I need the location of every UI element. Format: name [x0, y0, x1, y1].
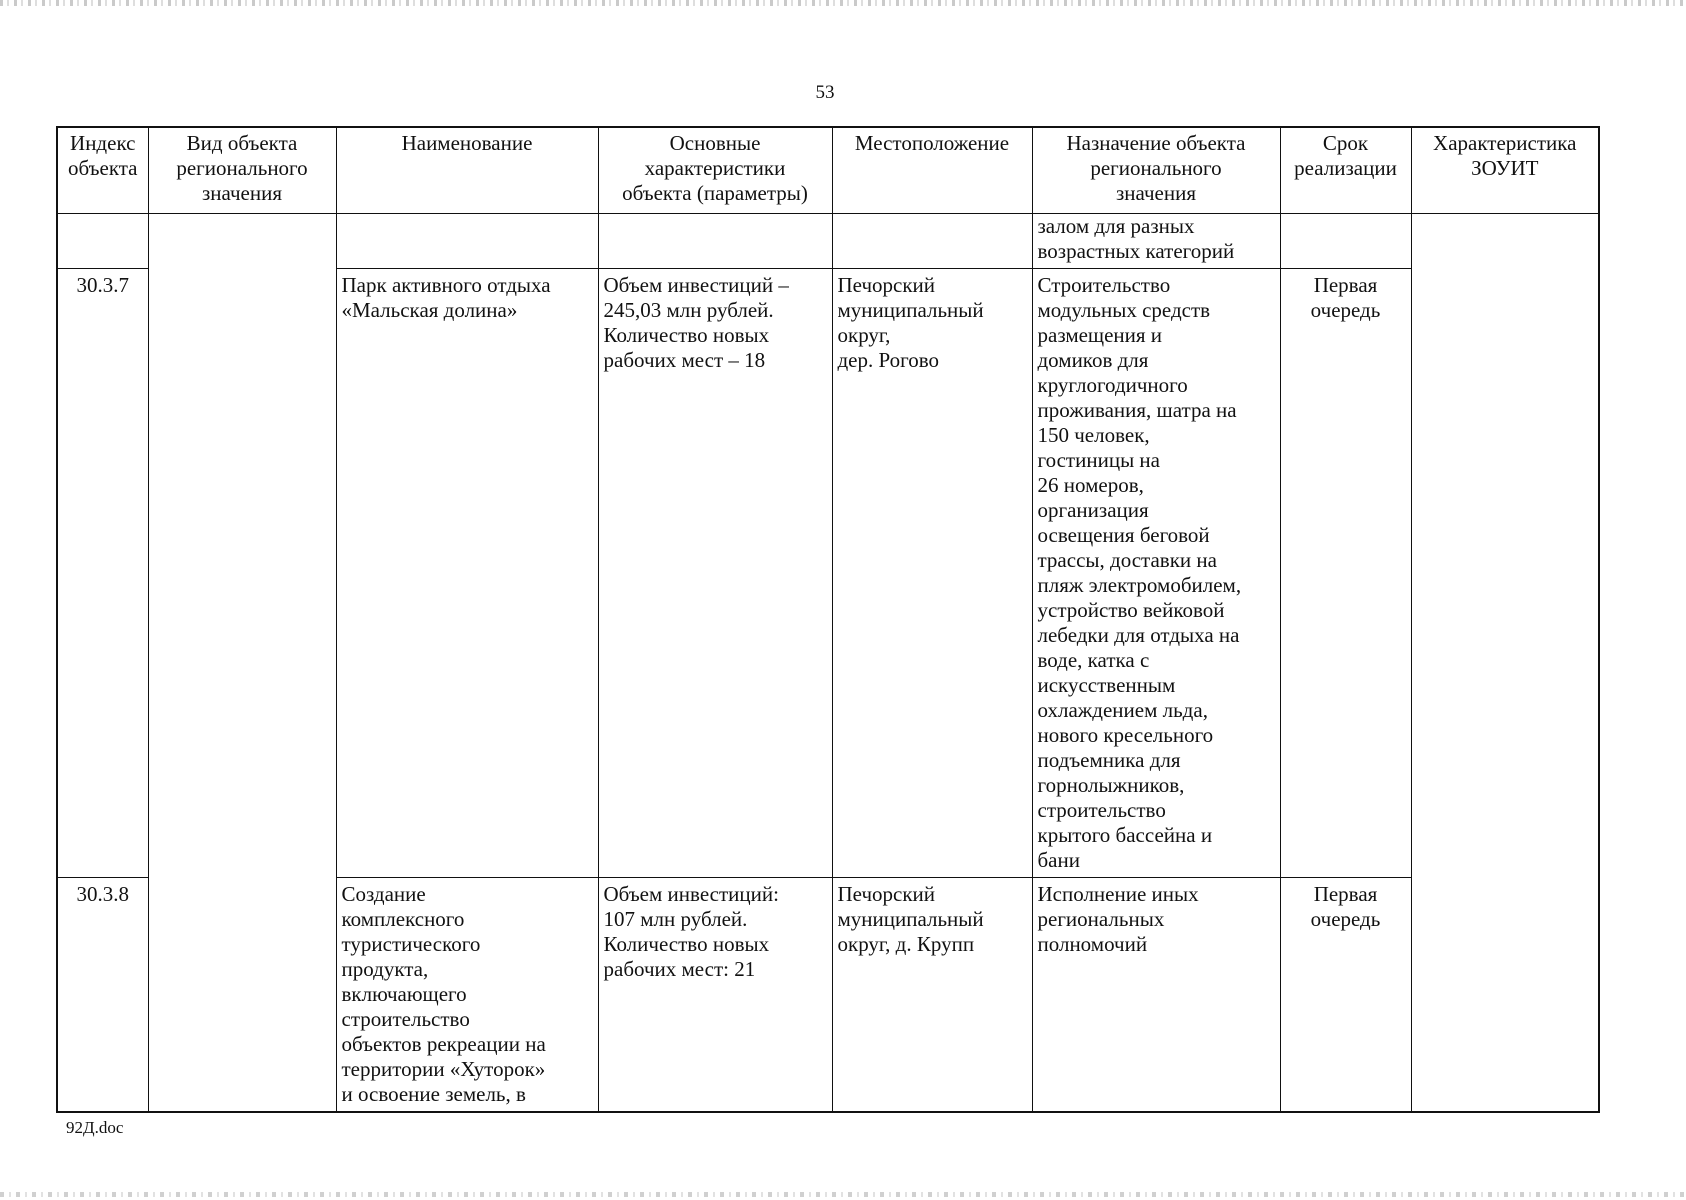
cell-location [832, 214, 1032, 269]
cell-index [57, 214, 148, 269]
page-number: 53 [815, 82, 835, 103]
header-purpose: Назначение объекта регионального значения [1032, 127, 1280, 214]
cell-name: Парк активного отдыха «Мальская долина» [336, 269, 598, 878]
cell-index: 30.3.7 [57, 269, 148, 878]
table-row-continuation [57, 214, 1599, 269]
header-location: Местоположение [832, 127, 1032, 214]
header-zouit: Характеристика ЗОУИТ [1411, 127, 1599, 214]
cell-parameters: Объем инвестиций: 107 млн рублей. Количество новых рабочих мест: 21 [598, 878, 832, 1113]
cell-index: 30.3.8 [57, 878, 148, 1113]
header-name: Наименование [336, 127, 598, 214]
header-object-type: Вид объекта регионального значения [148, 127, 336, 214]
cell-parameters [598, 214, 832, 269]
cell-location: Печорский муниципальный округ, д. Крупп [832, 878, 1032, 1113]
header-parameters: Основные характеристики объекта (параметры) [598, 127, 832, 214]
header-term: Срок реализации [1280, 127, 1411, 214]
header-index: Индекс объекта [57, 127, 148, 214]
cell-term [1280, 214, 1411, 269]
cell-term: Первая очередь [1280, 269, 1411, 878]
document-filename: 92Д.doc [66, 1118, 124, 1137]
scan-edge-top [0, 0, 1686, 6]
objects-table [56, 126, 1600, 1113]
cell-term: Первая очередь [1280, 878, 1411, 1113]
cell-name [336, 214, 598, 269]
cell-zouit-merged [1411, 214, 1599, 1113]
cell-parameters: Объем инвестиций – 245,03 млн рублей. Количество новых рабочих мест – 18 [598, 269, 832, 878]
cell-purpose: залом для разных возрастных категорий [1032, 214, 1280, 269]
cell-purpose: Строительство модульных средств размещения и домиков для круглогодичного проживания, шатра на 150 человек, гостиницы на 26 номеров, организация освещения беговой трассы, доставки на пляж электромобилем, устройство вейковой лебедки для отдыха на воде, катка с искусственным охлаждением льда, нового кресельного подъемника для горнолыжников, строительство крытого бассейна и бани [1032, 269, 1280, 878]
scan-edge-bottom [0, 1192, 1686, 1197]
cell-name: Создание комплексного туристического продукта, включающего строительство объектов рекреации на территории «Хуторок» и освоение земель, в [336, 878, 598, 1113]
table-header-row [57, 127, 1599, 214]
cell-location: Печорский муниципальный округ, дер. Рогово [832, 269, 1032, 878]
cell-object-type-merged [148, 214, 336, 1113]
cell-purpose: Исполнение иных региональных полномочий [1032, 878, 1280, 1113]
